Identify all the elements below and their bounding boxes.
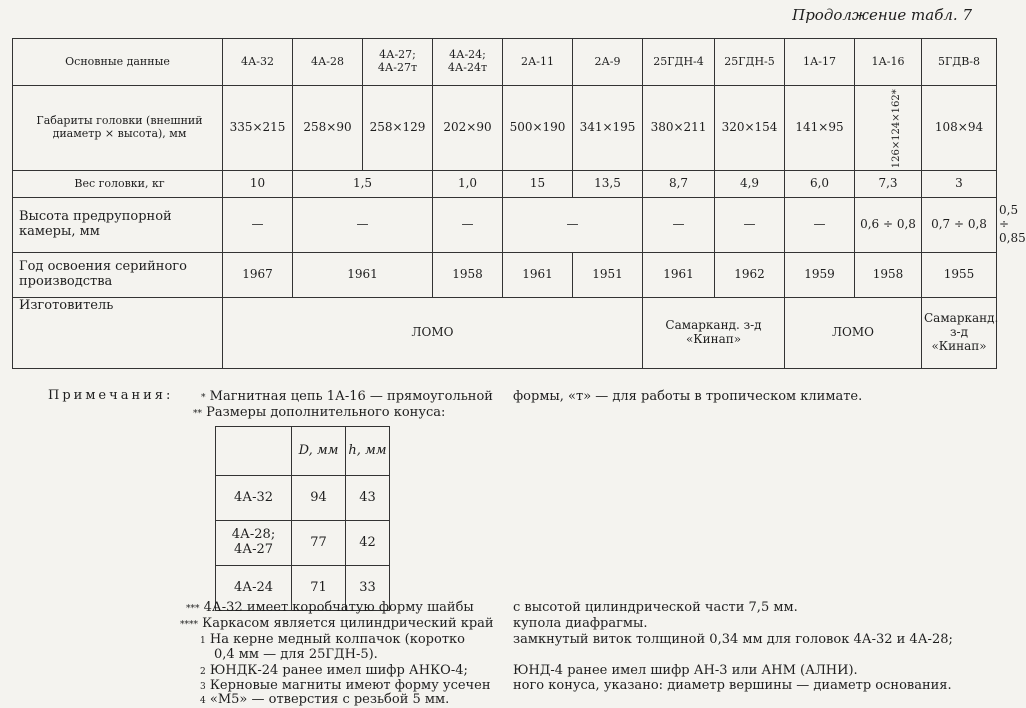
note-1-cont: формы, «т» — для работы в тропическом климате.	[513, 389, 863, 404]
note-text: 4А-32 имеет коробчатую форму шайбы	[203, 600, 474, 615]
model-header: 2А-9	[573, 39, 643, 86]
table-cell: 1961	[643, 253, 715, 298]
note-8	[200, 692, 449, 707]
table-cell: 1,5	[293, 171, 433, 198]
model-header: 1А-17	[785, 39, 855, 86]
table-cell: ЛОМО	[223, 298, 643, 369]
table-cell: 15	[503, 171, 573, 198]
table-cell: 4А-24	[216, 566, 292, 611]
table-cell: 1961	[293, 253, 433, 298]
note-6-cont: ЮНД-4 ранее имел шифр АН-3 или АНМ (АЛНИ).	[513, 663, 858, 678]
row-label: Вес головки, кг	[13, 171, 223, 198]
footnote-mark: 3	[200, 682, 206, 692]
table-cell: 335×215	[223, 86, 293, 171]
note-text: Магнитная цепь 1А-16 — прямоугольной	[209, 389, 493, 404]
table-row	[216, 476, 390, 521]
manufacturer-row	[13, 298, 997, 369]
note-4-cont: купола диафрагмы.	[513, 616, 648, 631]
table-caption: Продолжение табл. 7	[792, 6, 972, 24]
table-cell: 94	[292, 476, 346, 521]
chamber-row: Высота предрупорной камеры, мм — — — — — — — 0,6 ÷ 0,8 0,7 ÷ 0,8 0,5 ÷ 0,85	[13, 198, 997, 253]
note-text: На керне медный колпачок (коротко	[209, 632, 465, 647]
cone-header-row	[216, 427, 390, 476]
table-cell: Самарканд. з-д «Кинап»	[922, 298, 997, 369]
rotated-value: 126×124×162*	[890, 89, 902, 169]
note-text: ЮНДК-24 ранее имел шифр АНКО-4;	[209, 663, 468, 678]
table-cell: 1959	[785, 253, 855, 298]
note-text: Керновые магниты имеют форму усечен	[209, 678, 491, 693]
table-cell: 1951	[573, 253, 643, 298]
table-cell: 13,5	[573, 171, 643, 198]
row-label: Изготовитель	[13, 298, 223, 369]
footnote-mark: **	[193, 409, 202, 419]
note-3-cont: с высотой цилиндрической части 7,5 мм.	[513, 600, 798, 615]
table-cell: 202×90	[433, 86, 503, 171]
row-label: Высота предрупорной камеры, мм	[13, 198, 223, 253]
table-cell: —	[503, 198, 643, 253]
table-cell	[855, 86, 922, 171]
note-4	[180, 616, 494, 631]
footnote-mark: 2	[200, 667, 206, 677]
table-cell: Самарканд. з-д «Кинап»	[643, 298, 785, 369]
table-cell: 1967	[223, 253, 293, 298]
model-header: 1А-16	[855, 39, 922, 86]
table-cell: 10	[223, 171, 293, 198]
row-label: Габариты головки (внешний диаметр × высота), мм	[13, 86, 223, 171]
column-header: D, мм	[292, 427, 346, 476]
table-cell: —	[223, 198, 293, 253]
table-cell: 77	[292, 521, 346, 566]
table-cell: ЛОМО	[785, 298, 922, 369]
table-cell: 0,6 ÷ 0,8	[855, 198, 922, 253]
footnote-mark: ***	[186, 604, 200, 614]
table-cell: —	[643, 198, 715, 253]
table-cell: 43	[346, 476, 390, 521]
weight-row	[13, 171, 997, 198]
table-cell: —	[433, 198, 503, 253]
table-cell: 8,7	[643, 171, 715, 198]
notes-heading: Примечания:	[48, 388, 174, 403]
note-5-cont: замкнутый виток толщиной 0,34 мм для головок 4А-32 и 4А-28;	[513, 632, 953, 647]
header-label: Основные данные	[13, 39, 223, 86]
table-cell: 1961	[503, 253, 573, 298]
note-7	[200, 678, 491, 693]
model-header: 4А-24; 4А-24т	[433, 39, 503, 86]
table-cell: —	[785, 198, 855, 253]
table-cell: 1962	[715, 253, 785, 298]
table-cell: 6,0	[785, 171, 855, 198]
table-cell: 500×190	[503, 86, 573, 171]
note-text: Каркасом является цилиндрический край	[202, 616, 494, 631]
table-cell: —	[293, 198, 433, 253]
table-cell: 141×95	[785, 86, 855, 171]
table-cell: 1,0	[433, 171, 503, 198]
note-3	[186, 600, 474, 615]
header-row	[13, 39, 997, 86]
table-cell: 108×94	[922, 86, 997, 171]
table-cell: —	[715, 198, 785, 253]
year-row	[13, 253, 997, 298]
table-cell: 341×195	[573, 86, 643, 171]
row-label: Год освоения серийного производства	[13, 253, 223, 298]
table-cell: 7,3	[855, 171, 922, 198]
table-cell: 4,9	[715, 171, 785, 198]
table-cell: 258×129	[363, 86, 433, 171]
model-header: 4А-32	[223, 39, 293, 86]
speaker-specs-table	[12, 38, 1026, 369]
model-header: 25ГДН-5	[715, 39, 785, 86]
table-cell: 1958	[433, 253, 503, 298]
note-7-cont: ного конуса, указано: диаметр вершины — диаметр основания.	[513, 678, 952, 693]
model-header: 4А-27; 4А-27т	[363, 39, 433, 86]
table-row	[216, 521, 390, 566]
table-cell: 42	[346, 521, 390, 566]
table-cell: 3	[922, 171, 997, 198]
model-header: 4А-28	[293, 39, 363, 86]
table-cell: 4А-32	[216, 476, 292, 521]
model-header: 5ГДВ-8	[922, 39, 997, 86]
table-cell: 33	[346, 566, 390, 611]
model-header: 2А-11	[503, 39, 573, 86]
cone-table	[215, 426, 390, 611]
table-cell: 1955	[922, 253, 997, 298]
footnote-mark: *	[201, 393, 206, 403]
footnote-mark: 1	[200, 636, 206, 646]
note-5	[200, 632, 465, 647]
note-text: Размеры дополнительного конуса:	[206, 405, 446, 420]
footnote-mark: ****	[180, 620, 198, 630]
table-cell: 380×211	[643, 86, 715, 171]
column-header: h, мм	[346, 427, 390, 476]
table-cell: 320×154	[715, 86, 785, 171]
note-2	[193, 405, 445, 420]
footnote-mark: 4	[200, 696, 206, 706]
note-6	[200, 663, 468, 678]
table-cell: 258×90	[293, 86, 363, 171]
note-5-line2: 0,4 мм — для 25ГДН-5).	[214, 647, 378, 662]
table-cell	[216, 427, 292, 476]
table-cell: 0,7 ÷ 0,8	[922, 198, 997, 253]
table-cell: 4А-28; 4А-27	[216, 521, 292, 566]
table-cell: 71	[292, 566, 346, 611]
dimensions-row	[13, 86, 997, 171]
model-header: 25ГДН-4	[643, 39, 715, 86]
table-cell: 1958	[855, 253, 922, 298]
note-1	[201, 389, 493, 404]
note-text: «М5» — отверстия с резьбой 5 мм.	[209, 692, 450, 707]
